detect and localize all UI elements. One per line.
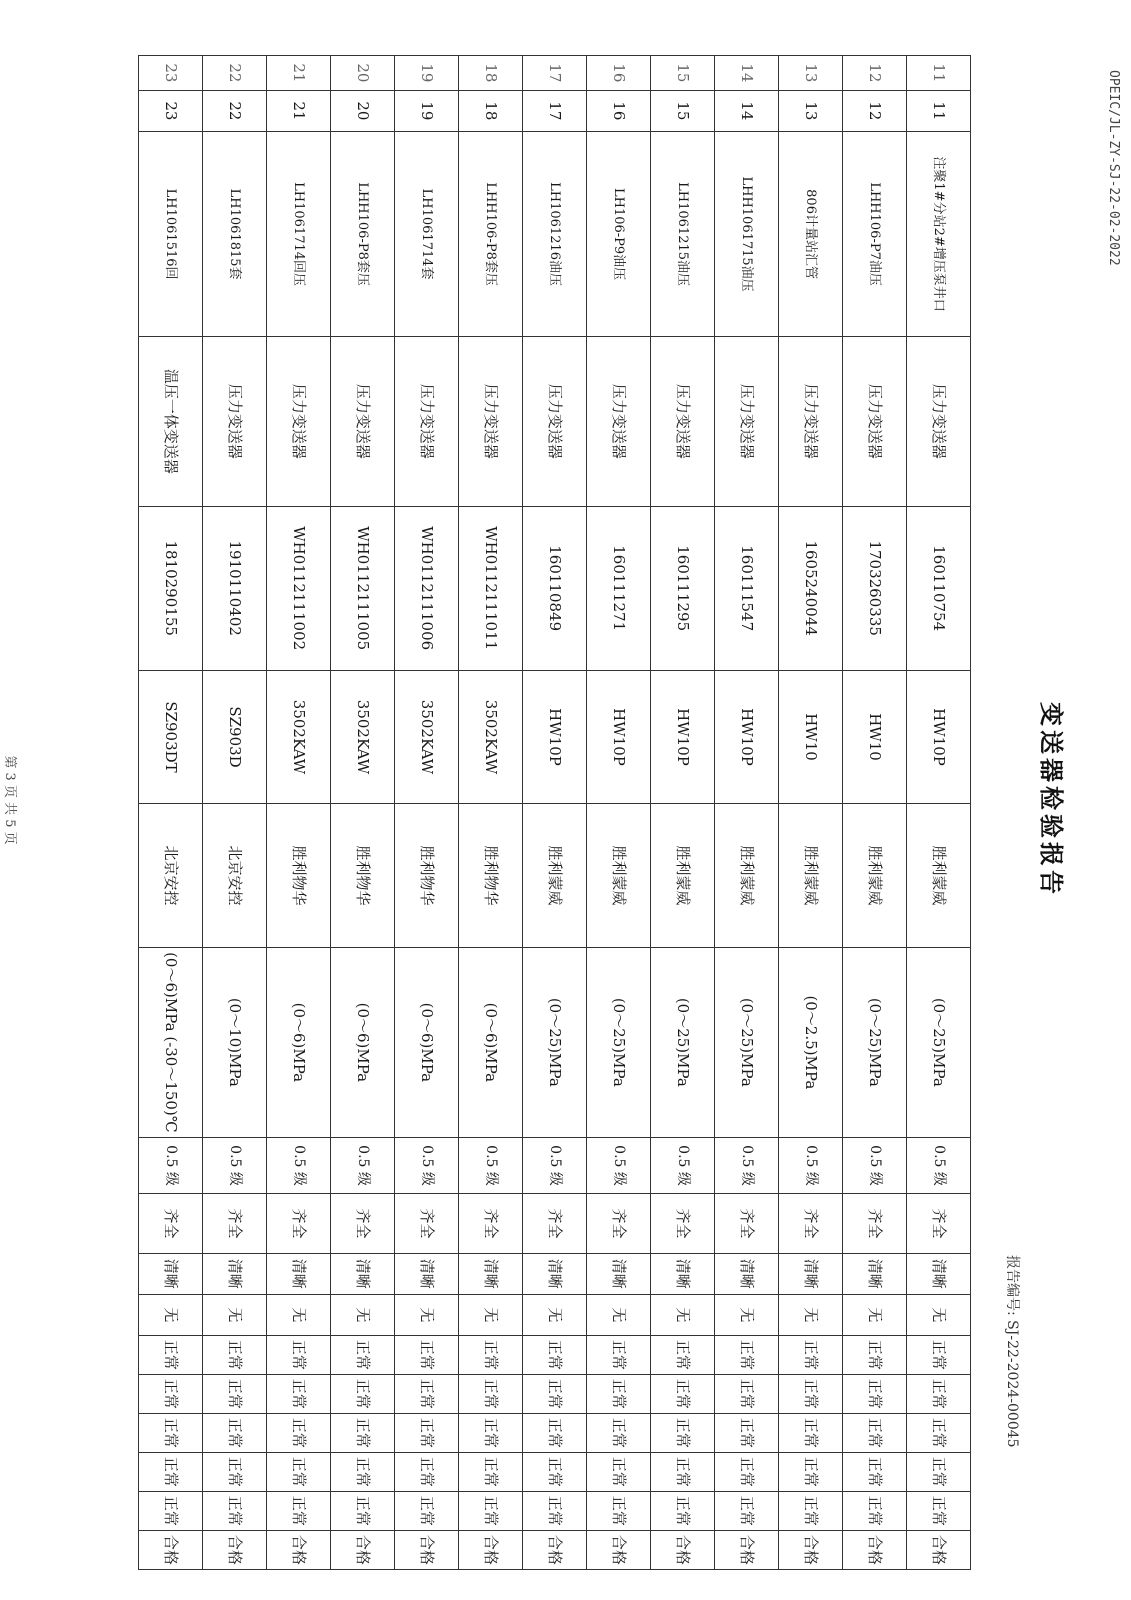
install-location-cell: LHH106-P8套压	[331, 131, 395, 336]
accuracy-class-cell: 0.5 级	[587, 1137, 651, 1193]
damage-status-cell: 无	[587, 1294, 651, 1335]
measuring-range-cell: (0～25)MPa	[587, 947, 651, 1137]
result-cell: 合格	[395, 1530, 459, 1569]
accuracy-class-cell: 0.5 级	[651, 1137, 715, 1193]
parts-status-cell: 齐全	[523, 1194, 587, 1254]
damage-status-cell: 无	[715, 1294, 779, 1335]
check-4-cell: 正常	[203, 1452, 267, 1491]
check-3-cell: 正常	[843, 1413, 907, 1452]
result-cell: 合格	[267, 1530, 331, 1569]
serial-number-cell: 21	[267, 90, 331, 131]
manufacturer-cell: 胜利蒙威	[651, 804, 715, 948]
check-3-cell: 正常	[651, 1413, 715, 1452]
accuracy-class-cell: 0.5 级	[523, 1137, 587, 1193]
parts-status-cell: 齐全	[395, 1194, 459, 1254]
factory-number-cell: 1910110402	[203, 506, 267, 670]
manufacturer-cell: 胜利蒙威	[715, 804, 779, 948]
check-1-cell: 正常	[587, 1335, 651, 1374]
check-5-cell: 正常	[203, 1491, 267, 1530]
index-cell: 18	[459, 56, 523, 91]
result-cell: 合格	[843, 1530, 907, 1569]
check-5-cell: 正常	[331, 1491, 395, 1530]
index-cell: 23	[139, 56, 203, 91]
serial-number-cell: 19	[395, 90, 459, 131]
serial-number-cell: 22	[203, 90, 267, 131]
check-5-cell: 正常	[587, 1491, 651, 1530]
check-3-cell: 正常	[395, 1413, 459, 1452]
install-location-cell: LH1061516回	[139, 131, 203, 336]
parts-status-cell: 齐全	[651, 1194, 715, 1254]
install-location-cell: 注聚1#分站2#增压泵井口	[907, 131, 971, 336]
factory-number-cell: WH0112111002	[267, 506, 331, 670]
measuring-range-cell: (0～25)MPa	[907, 947, 971, 1137]
result-cell: 合格	[203, 1530, 267, 1569]
check-3-cell: 正常	[267, 1413, 331, 1452]
accuracy-class-cell: 0.5 级	[203, 1137, 267, 1193]
check-5-cell: 正常	[139, 1491, 203, 1530]
instrument-type-cell: 压力变送器	[715, 337, 779, 506]
serial-number-cell: 16	[587, 90, 651, 131]
check-1-cell: 正常	[651, 1335, 715, 1374]
manufacturer-cell: 胜利蒙威	[523, 804, 587, 948]
marking-status-cell: 清晰	[139, 1253, 203, 1294]
instrument-table	[138, 55, 971, 1570]
factory-number-cell: 1703260335	[843, 506, 907, 670]
index-cell: 11	[907, 56, 971, 91]
result-cell: 合格	[459, 1530, 523, 1569]
damage-status-cell: 无	[907, 1294, 971, 1335]
report-number: 报告编号: SJ-22-2024-00045	[1004, 1255, 1020, 1448]
manufacturer-cell: 北京安控	[139, 804, 203, 948]
serial-number-cell: 18	[459, 90, 523, 131]
check-2-cell: 正常	[779, 1374, 843, 1413]
factory-number-cell: 160111547	[715, 506, 779, 670]
instrument-type-cell: 温压一体变送器	[139, 337, 203, 506]
install-location-cell: LH1061216油压	[523, 131, 587, 336]
check-2-cell: 正常	[907, 1374, 971, 1413]
check-3-cell: 正常	[715, 1413, 779, 1452]
check-2-cell: 正常	[715, 1374, 779, 1413]
marking-status-cell: 清晰	[907, 1253, 971, 1294]
measuring-range-cell: (0～6)MPa	[459, 947, 523, 1137]
measuring-range-cell: (0～2.5)MPa	[779, 947, 843, 1137]
check-3-cell: 正常	[459, 1413, 523, 1452]
report-title: 变送器检验报告	[1037, 702, 1066, 898]
model-cell: HW10	[779, 670, 843, 803]
table-row	[715, 56, 779, 1570]
measuring-range-cell: (0～6)MPa	[267, 947, 331, 1137]
check-4-cell: 正常	[523, 1452, 587, 1491]
accuracy-class-cell: 0.5 级	[267, 1137, 331, 1193]
marking-status-cell: 清晰	[331, 1253, 395, 1294]
manufacturer-cell: 胜利物华	[395, 804, 459, 948]
check-4-cell: 正常	[139, 1452, 203, 1491]
page-footer: 第 3 页 共 5 页	[2, 755, 17, 845]
instrument-type-cell: 压力变送器	[587, 337, 651, 506]
factory-number-cell: WH0112111006	[395, 506, 459, 670]
check-2-cell: 正常	[203, 1374, 267, 1413]
install-location-cell: LHH106-P8套压	[459, 131, 523, 336]
marking-status-cell: 清晰	[779, 1253, 843, 1294]
table-row	[267, 56, 331, 1570]
model-cell: HW10P	[651, 670, 715, 803]
install-location-cell: LH1061215油压	[651, 131, 715, 336]
model-cell: HW10P	[907, 670, 971, 803]
check-1-cell: 正常	[331, 1335, 395, 1374]
accuracy-class-cell: 0.5 级	[715, 1137, 779, 1193]
table-row	[203, 56, 267, 1570]
result-cell: 合格	[907, 1530, 971, 1569]
index-cell: 12	[843, 56, 907, 91]
check-4-cell: 正常	[779, 1452, 843, 1491]
serial-number-cell: 12	[843, 90, 907, 131]
measuring-range-cell: (0～25)MPa	[843, 947, 907, 1137]
result-cell: 合格	[651, 1530, 715, 1569]
result-cell: 合格	[715, 1530, 779, 1569]
marking-status-cell: 清晰	[203, 1253, 267, 1294]
check-2-cell: 正常	[139, 1374, 203, 1413]
manufacturer-cell: 胜利蒙威	[779, 804, 843, 948]
model-cell: 3502KAW	[267, 670, 331, 803]
measuring-range-cell: (0～6)MPa	[395, 947, 459, 1137]
check-4-cell: 正常	[651, 1452, 715, 1491]
check-5-cell: 正常	[267, 1491, 331, 1530]
model-cell: HW10P	[523, 670, 587, 803]
factory-number-cell: 160111271	[587, 506, 651, 670]
index-cell: 20	[331, 56, 395, 91]
parts-status-cell: 齐全	[331, 1194, 395, 1254]
model-cell: HW10	[843, 670, 907, 803]
result-cell: 合格	[779, 1530, 843, 1569]
measuring-range-cell: (0～6)MPa	[331, 947, 395, 1137]
check-3-cell: 正常	[203, 1413, 267, 1452]
factory-number-cell: WH0112111005	[331, 506, 395, 670]
check-1-cell: 正常	[523, 1335, 587, 1374]
index-cell: 13	[779, 56, 843, 91]
measuring-range-cell: (0～10)MPa	[203, 947, 267, 1137]
install-location-cell: LH106-P9油压	[587, 131, 651, 336]
check-2-cell: 正常	[267, 1374, 331, 1413]
model-cell: 3502KAW	[459, 670, 523, 803]
check-5-cell: 正常	[459, 1491, 523, 1530]
check-5-cell: 正常	[395, 1491, 459, 1530]
serial-number-cell: 14	[715, 90, 779, 131]
check-5-cell: 正常	[907, 1491, 971, 1530]
manufacturer-cell: 胜利蒙威	[843, 804, 907, 948]
serial-number-cell: 11	[907, 90, 971, 131]
table-row	[843, 56, 907, 1570]
table-row	[779, 56, 843, 1570]
serial-number-cell: 15	[651, 90, 715, 131]
install-location-cell: LH1061714套	[395, 131, 459, 336]
instrument-type-cell: 压力变送器	[267, 337, 331, 506]
factory-number-cell: 160110754	[907, 506, 971, 670]
result-cell: 合格	[139, 1530, 203, 1569]
parts-status-cell: 齐全	[715, 1194, 779, 1254]
accuracy-class-cell: 0.5 级	[139, 1137, 203, 1193]
serial-number-cell: 13	[779, 90, 843, 131]
damage-status-cell: 无	[395, 1294, 459, 1335]
damage-status-cell: 无	[651, 1294, 715, 1335]
instrument-type-cell: 压力变送器	[843, 337, 907, 506]
check-4-cell: 正常	[331, 1452, 395, 1491]
check-1-cell: 正常	[779, 1335, 843, 1374]
measuring-range-cell: (0～25)MPa	[715, 947, 779, 1137]
table-row	[459, 56, 523, 1570]
marking-status-cell: 清晰	[587, 1253, 651, 1294]
damage-status-cell: 无	[843, 1294, 907, 1335]
factory-number-cell: 1605240044	[779, 506, 843, 670]
check-2-cell: 正常	[523, 1374, 587, 1413]
install-location-cell: LH1061815套	[203, 131, 267, 336]
check-1-cell: 正常	[843, 1335, 907, 1374]
table-row	[651, 56, 715, 1570]
check-3-cell: 正常	[331, 1413, 395, 1452]
accuracy-class-cell: 0.5 级	[331, 1137, 395, 1193]
measuring-range-cell: (0～6)MPa (-30～150)℃	[139, 947, 203, 1137]
table-row	[395, 56, 459, 1570]
check-2-cell: 正常	[587, 1374, 651, 1413]
model-cell: 3502KAW	[395, 670, 459, 803]
check-3-cell: 正常	[587, 1413, 651, 1452]
parts-status-cell: 齐全	[779, 1194, 843, 1254]
index-cell: 19	[395, 56, 459, 91]
accuracy-class-cell: 0.5 级	[395, 1137, 459, 1193]
manufacturer-cell: 胜利物华	[267, 804, 331, 948]
index-cell: 22	[203, 56, 267, 91]
damage-status-cell: 无	[203, 1294, 267, 1335]
measuring-range-cell: (0～25)MPa	[651, 947, 715, 1137]
result-cell: 合格	[587, 1530, 651, 1569]
factory-number-cell: 160111295	[651, 506, 715, 670]
model-cell: 3502KAW	[331, 670, 395, 803]
check-3-cell: 正常	[523, 1413, 587, 1452]
marking-status-cell: 清晰	[651, 1253, 715, 1294]
serial-number-cell: 20	[331, 90, 395, 131]
manufacturer-cell: 胜利蒙威	[587, 804, 651, 948]
parts-status-cell: 齐全	[587, 1194, 651, 1254]
check-2-cell: 正常	[651, 1374, 715, 1413]
accuracy-class-cell: 0.5 级	[459, 1137, 523, 1193]
instrument-type-cell: 压力变送器	[907, 337, 971, 506]
parts-status-cell: 齐全	[267, 1194, 331, 1254]
factory-number-cell: WH0112111011	[459, 506, 523, 670]
instrument-type-cell: 压力变送器	[203, 337, 267, 506]
damage-status-cell: 无	[523, 1294, 587, 1335]
table-row	[907, 56, 971, 1570]
check-1-cell: 正常	[459, 1335, 523, 1374]
parts-status-cell: 齐全	[843, 1194, 907, 1254]
install-location-cell: LHH106-P7油压	[843, 131, 907, 336]
check-2-cell: 正常	[843, 1374, 907, 1413]
marking-status-cell: 清晰	[267, 1253, 331, 1294]
manufacturer-cell: 胜利物华	[459, 804, 523, 948]
instrument-type-cell: 压力变送器	[779, 337, 843, 506]
factory-number-cell: 1810290155	[139, 506, 203, 670]
check-3-cell: 正常	[139, 1413, 203, 1452]
instrument-table-body	[139, 56, 971, 1570]
accuracy-class-cell: 0.5 级	[907, 1137, 971, 1193]
check-1-cell: 正常	[907, 1335, 971, 1374]
accuracy-class-cell: 0.5 级	[779, 1137, 843, 1193]
check-4-cell: 正常	[715, 1452, 779, 1491]
marking-status-cell: 清晰	[459, 1253, 523, 1294]
serial-number-cell: 23	[139, 90, 203, 131]
model-cell: SZ903DT	[139, 670, 203, 803]
check-1-cell: 正常	[267, 1335, 331, 1374]
install-location-cell: 806计量站汇管	[779, 131, 843, 336]
check-5-cell: 正常	[523, 1491, 587, 1530]
index-cell: 16	[587, 56, 651, 91]
check-5-cell: 正常	[779, 1491, 843, 1530]
check-4-cell: 正常	[907, 1452, 971, 1491]
table-row	[331, 56, 395, 1570]
parts-status-cell: 齐全	[139, 1194, 203, 1254]
damage-status-cell: 无	[139, 1294, 203, 1335]
check-1-cell: 正常	[395, 1335, 459, 1374]
check-4-cell: 正常	[459, 1452, 523, 1491]
parts-status-cell: 齐全	[203, 1194, 267, 1254]
result-cell: 合格	[331, 1530, 395, 1569]
index-cell: 14	[715, 56, 779, 91]
marking-status-cell: 清晰	[523, 1253, 587, 1294]
check-4-cell: 正常	[395, 1452, 459, 1491]
table-row	[139, 56, 203, 1570]
model-cell: HW10P	[587, 670, 651, 803]
marking-status-cell: 清晰	[843, 1253, 907, 1294]
check-2-cell: 正常	[331, 1374, 395, 1413]
result-cell: 合格	[523, 1530, 587, 1569]
marking-status-cell: 清晰	[395, 1253, 459, 1294]
check-1-cell: 正常	[715, 1335, 779, 1374]
index-cell: 15	[651, 56, 715, 91]
marking-status-cell: 清晰	[715, 1253, 779, 1294]
instrument-type-cell: 压力变送器	[523, 337, 587, 506]
instrument-type-cell: 压力变送器	[331, 337, 395, 506]
factory-number-cell: 160110849	[523, 506, 587, 670]
accuracy-class-cell: 0.5 级	[843, 1137, 907, 1193]
parts-status-cell: 齐全	[907, 1194, 971, 1254]
damage-status-cell: 无	[331, 1294, 395, 1335]
install-location-cell: LHH1061715油压	[715, 131, 779, 336]
check-1-cell: 正常	[203, 1335, 267, 1374]
install-location-cell: LH1061714回压	[267, 131, 331, 336]
manufacturer-cell: 胜利蒙威	[907, 804, 971, 948]
check-1-cell: 正常	[139, 1335, 203, 1374]
manufacturer-cell: 北京安控	[203, 804, 267, 948]
damage-status-cell: 无	[779, 1294, 843, 1335]
check-3-cell: 正常	[779, 1413, 843, 1452]
model-cell: HW10P	[715, 670, 779, 803]
index-cell: 21	[267, 56, 331, 91]
check-3-cell: 正常	[907, 1413, 971, 1452]
index-cell: 17	[523, 56, 587, 91]
check-5-cell: 正常	[715, 1491, 779, 1530]
table-row	[523, 56, 587, 1570]
manufacturer-cell: 胜利物华	[331, 804, 395, 948]
check-2-cell: 正常	[459, 1374, 523, 1413]
check-5-cell: 正常	[651, 1491, 715, 1530]
damage-status-cell: 无	[459, 1294, 523, 1335]
instrument-type-cell: 压力变送器	[651, 337, 715, 506]
model-cell: SZ903D	[203, 670, 267, 803]
parts-status-cell: 齐全	[459, 1194, 523, 1254]
check-2-cell: 正常	[395, 1374, 459, 1413]
damage-status-cell: 无	[267, 1294, 331, 1335]
table-row	[587, 56, 651, 1570]
check-5-cell: 正常	[843, 1491, 907, 1530]
instrument-type-cell: 压力变送器	[395, 337, 459, 506]
serial-number-cell: 17	[523, 90, 587, 131]
measuring-range-cell: (0～25)MPa	[523, 947, 587, 1137]
document-code: OPEIC/JL-ZY-SJ-22-02-2022	[1106, 70, 1121, 266]
check-4-cell: 正常	[843, 1452, 907, 1491]
check-4-cell: 正常	[267, 1452, 331, 1491]
check-4-cell: 正常	[587, 1452, 651, 1491]
instrument-type-cell: 压力变送器	[459, 337, 523, 506]
